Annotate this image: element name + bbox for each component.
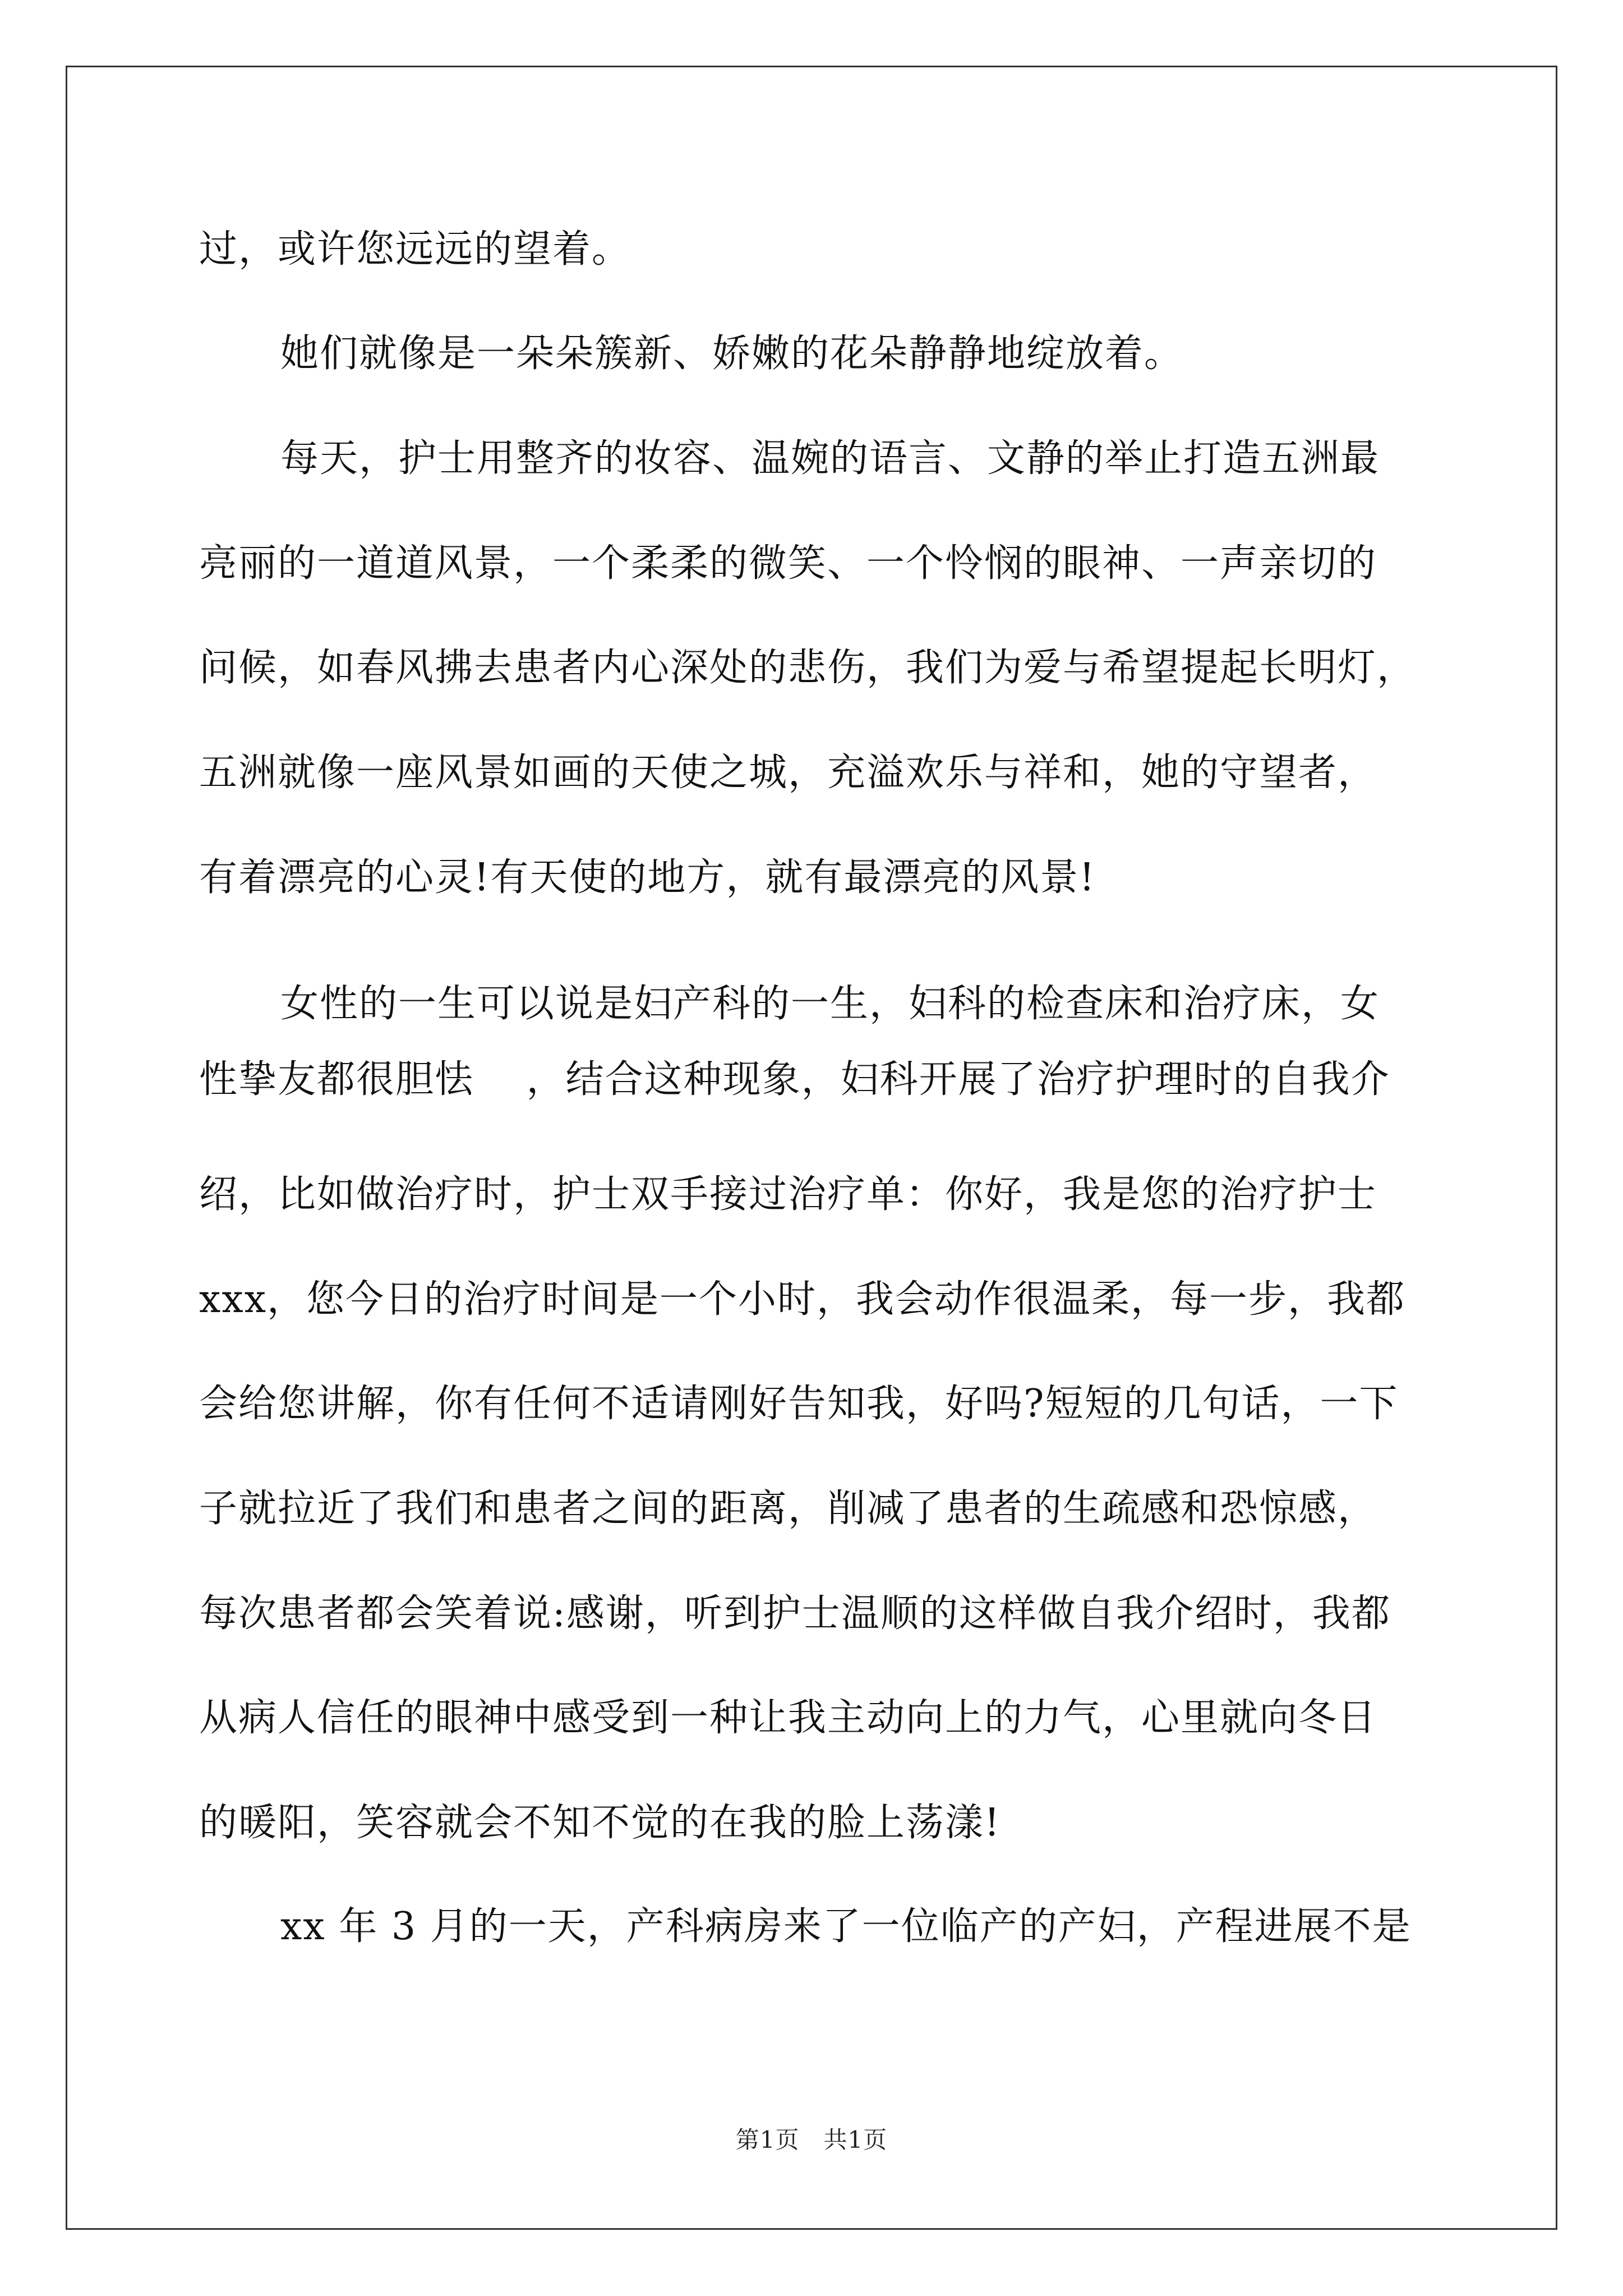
text-line: 绍，比如做治疗时，护士双手接过治疗单：你好，我是您的治疗护士 xyxy=(199,1172,1377,1217)
text-line: xx 年 3 月的一天，产科病房来了一位临产的产妇，产程进展不是 xyxy=(280,1904,1412,1949)
text-line: 她们就像是一朵朵簇新、娇嫩的花朵静静地绽放着。 xyxy=(280,332,1184,376)
text-line: 女性的一生可以说是妇产科的一生，妇科的检查床和治疗床，女 xyxy=(280,982,1380,1026)
text-line: 子就拉近了我们和患者之间的距离，削减了患者的生疏感和恐惊感， xyxy=(199,1487,1377,1531)
text-line: 过，或许您远远的望着。 xyxy=(199,227,631,272)
text-line: 性挚友都很胆怯 ，结合这种现象，妇科开展了治疗护理时的自我介 xyxy=(199,1057,1390,1102)
text-line: 亮丽的一道道风景，一个柔柔的微笑、一个怜悯的眼神、一声亲切的 xyxy=(199,541,1377,586)
text-line: 有着漂亮的心灵!有天使的地方，就有最漂亮的风景! xyxy=(199,855,1096,900)
text-line: 问候，如春风拂去患者内心深处的悲伤，我们为爱与希望提起长明灯， xyxy=(199,646,1417,690)
text-line: 每次患者都会笑着说:感谢，听到护士温顺的这样做自我介绍时，我都 xyxy=(199,1591,1391,1636)
text-line: 会给您讲解，你有任何不适请刚好告知我，好吗?短短的几句话，一下 xyxy=(199,1382,1399,1426)
text-line: xxx，您今日的治疗时间是一个小时，我会动作很温柔，每一步，我都 xyxy=(199,1277,1406,1322)
text-line: 从病人信任的眼神中感受到一种让我主动向上的力气，心里就向冬日 xyxy=(199,1696,1377,1740)
text-line: 五洲就像一座风景如画的天使之城，充溢欢乐与祥和，她的守望者， xyxy=(199,751,1377,795)
text-line: 的暖阳，笑容就会不知不觉的在我的脸上荡漾! xyxy=(199,1801,1001,1845)
text-line: 每天，护士用整齐的妆容、温婉的语言、文静的举止打造五洲最 xyxy=(280,436,1380,481)
page-footer: 第1页 共1页 xyxy=(735,2126,888,2154)
